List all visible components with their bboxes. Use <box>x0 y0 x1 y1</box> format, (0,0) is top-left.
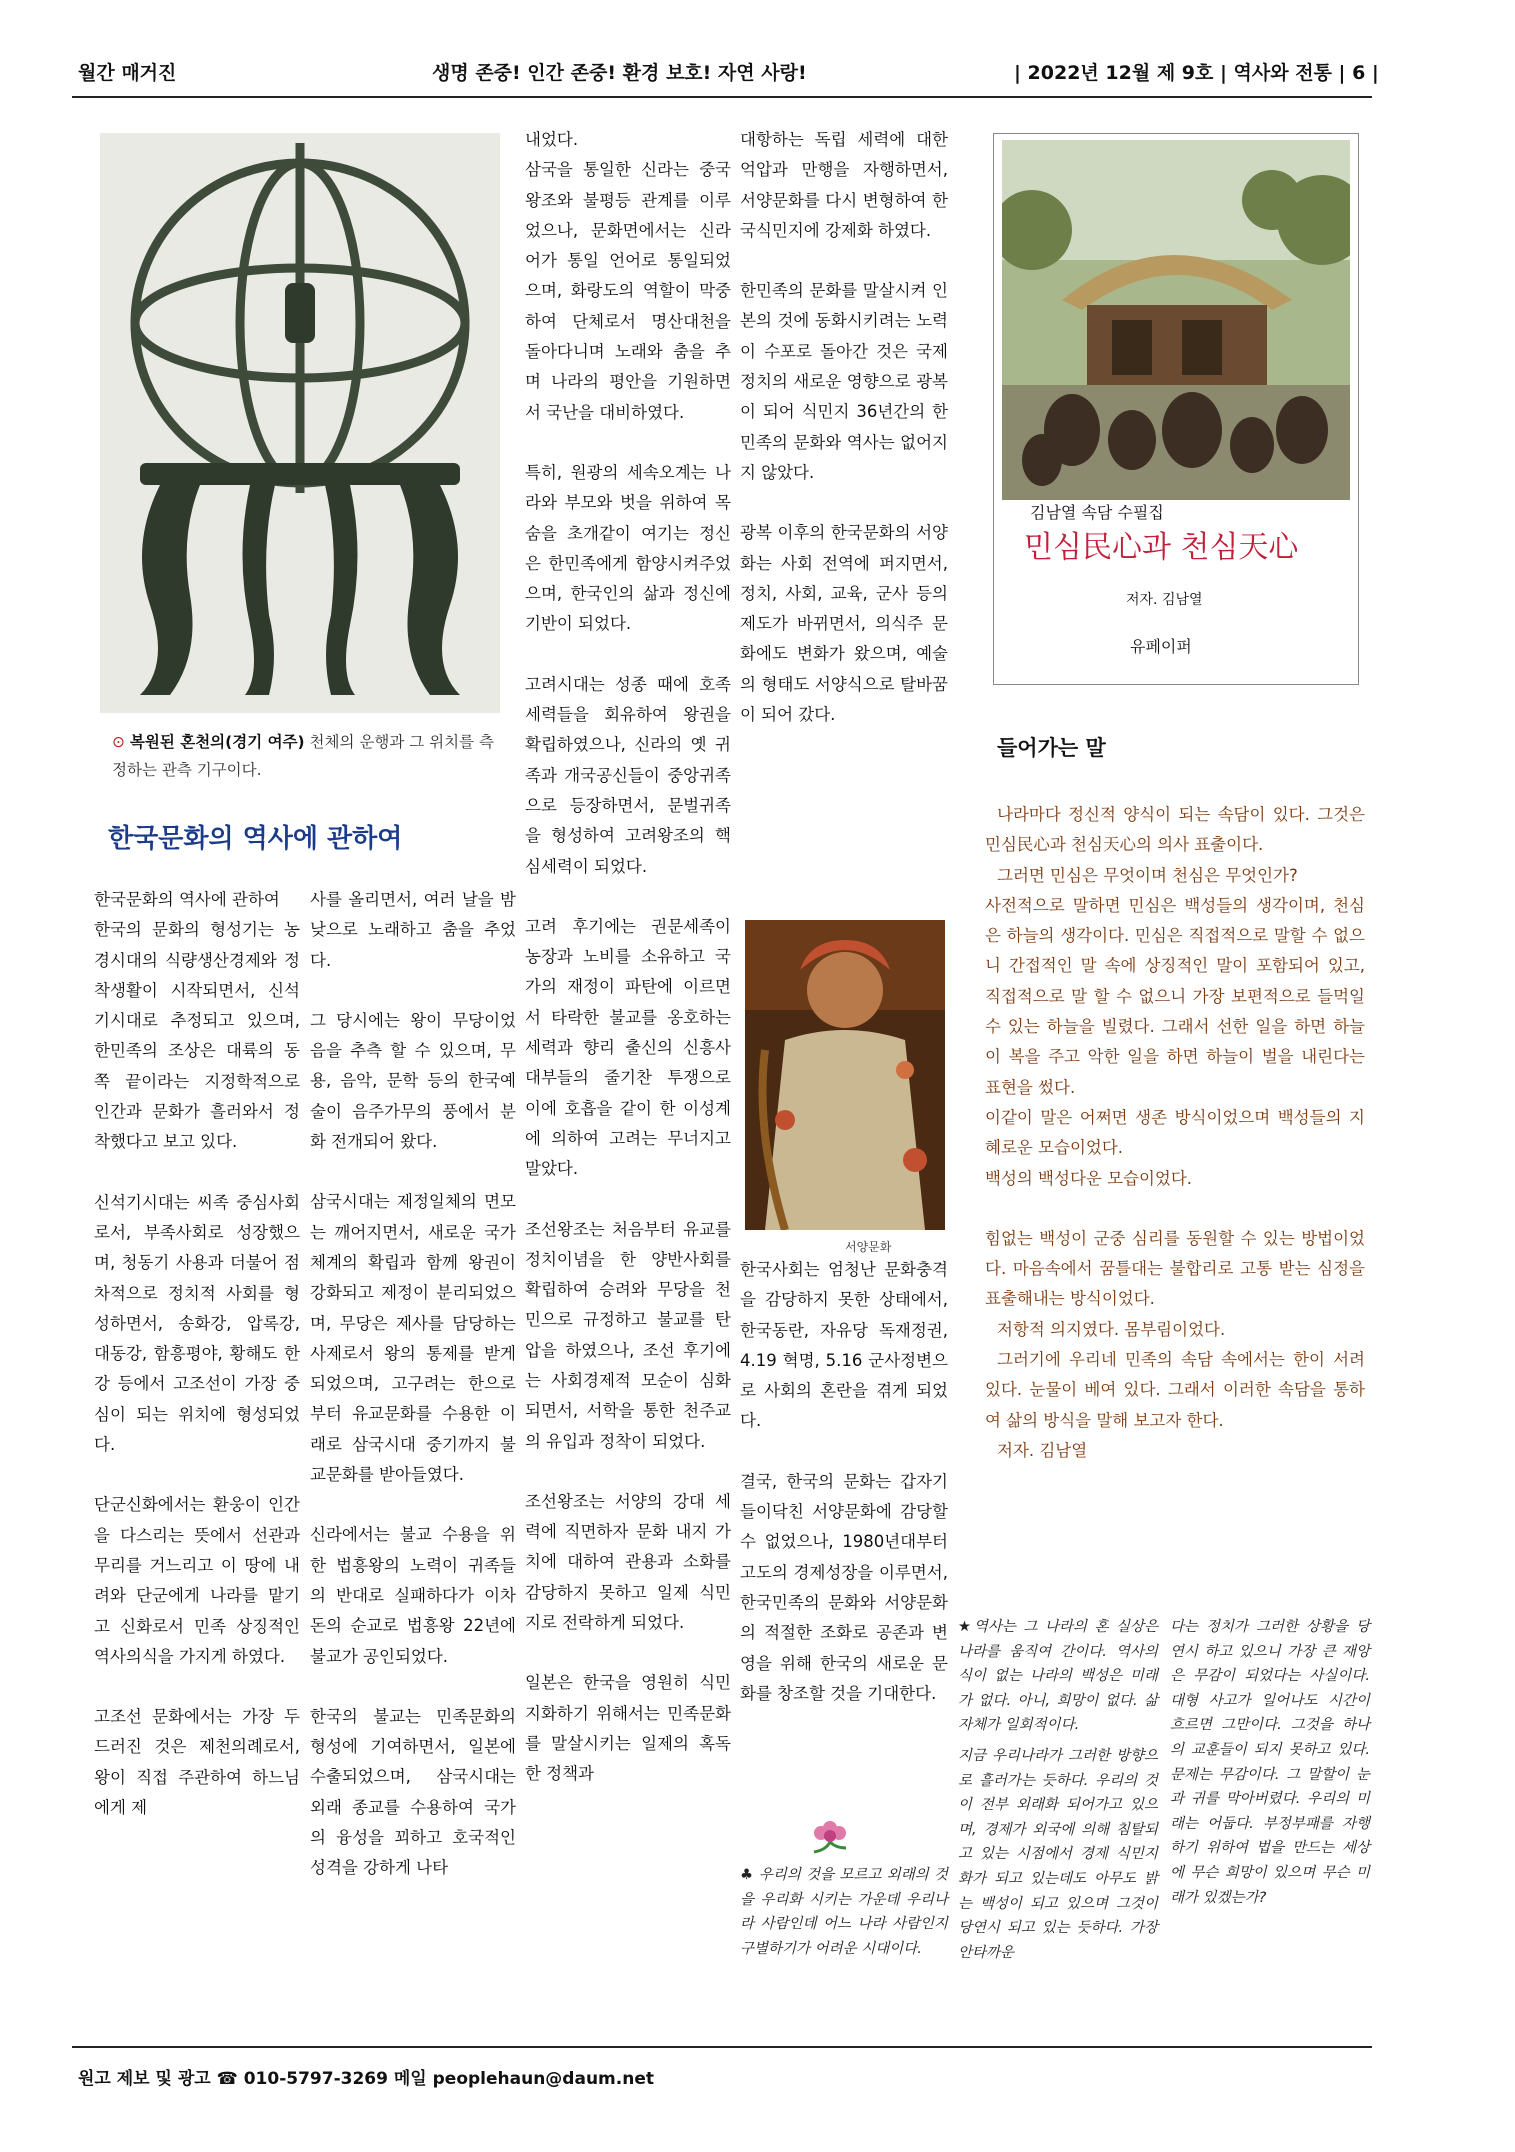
issue-info: | 2022년 12월 제 9호 | 역사와 전통 | 6 | <box>1014 62 1379 84</box>
article-paragraph: 고조선 문화에서는 가장 두드러진 것은 제천의례로서, 왕이 직접 주관하여 하느님에게 제 <box>94 1707 300 1818</box>
article-paragraph: 신라에서는 불교 수용을 위한 법흥왕의 노력이 귀족들의 반대로 실패하다가 이차돈의 순교로 법흥왕 22년에 불교가 공인되었다. <box>310 1525 516 1666</box>
article-paragraph: 한국문화의 역사에 관하여 <box>94 890 280 909</box>
article-paragraph: 한국사회는 엄청난 문화충격을 감당하지 못한 상태에서, 한국동란, 자유당 독재정권, 4.19 혁명, 5.16 군사정변으로 사회의 혼란을 겪게 되었다. <box>740 1260 948 1431</box>
history-note-right: 다는 정치가 그러한 상황을 당연시 하고 있으니 가장 큰 재앙은 무감이 되었다는 사실이다. 대형 사고가 일어나도 시간이 흐르면 그만이다. 그것을 하나의 교훈들이 되지 못하고 있다. 문제는 무감이다. 그 말할이 눈과 귀를 막아버렸다. 우리의 미래는 어둡다. 부정부패를 자행하기 위하여 법을 만드는 세상에 무슨 희망이 있으며 무슨 미래가 있겠는가? <box>1170 1619 1370 1906</box>
article-column-4-bottom <box>740 1255 948 1709</box>
intro-signature: 저자. 김남열 <box>997 1440 1088 1460</box>
article-paragraph: 단군신화에서는 환웅이 인간을 다스리는 뜻에서 선관과 무리를 거느리고 이 땅에 내려와 단군에게 나라를 맡기고 신화로서 민족 상징적인 역사의식을 가지게 하였다. <box>94 1495 300 1666</box>
intro-paragraph: 그러면 민심은 무엇이며 천심은 무엇인가? <box>997 865 1298 885</box>
article-column-1 <box>94 885 300 1823</box>
article-paragraph: 일본은 한국을 영원히 식민지화하기 위해서는 민족문화를 말살시키는 일제의 혹독한 정책과 <box>525 1673 731 1784</box>
intro-paragraph: 이같이 말은 어쩌면 생존 방식이었으며 백성들의 지혜로운 모습이었다. <box>985 1107 1365 1158</box>
article-paragraph: 한국의 불교는 민족문화의 형성에 기여하면서, 일본에 수출되었으며, 삼국시대는 외래 종교를 수용하여 국가의 융성을 꾀하고 호국적인 성격을 강하게 나타 <box>310 1706 516 1878</box>
intro-paragraph: 사전적으로 말하면 민심은 백성들의 생각이며, 천심은 하늘의 생각이다. 민심은 직접적으로 말할 수 없으니 간접적인 말 속에 상징적인 말이 포함되어 있고, 직접적으로 말 할 수 없으니 가장 보편적으로 들먹일 수 있는 하늘을 빌렸다. 그래서 선한 일을 하면 하늘이 복을 주고 악한 일을 하면 하늘이 벌을 내린다는 표현을 썼다. <box>985 895 1365 1097</box>
book-author: 저자. 김남열 <box>1126 592 1203 608</box>
armillary-caption <box>112 728 502 784</box>
header-slogan: 생명 존중! 인간 존중! 환경 보호! 자연 사랑! <box>432 62 807 84</box>
article-column-3 <box>525 125 731 1790</box>
article-paragraph: 신석기시대는 씨족 중심사회로서, 부족사회로 성장했으며, 청동기 사용과 더불어 점차적으로 정치적 사회를 형성하면서, 송화강, 압록강, 대동강, 함흥평야, 황해도 한강 등에서 고조선이 가장 중심이 되는 위치에 형성되었다. <box>94 1192 300 1455</box>
article-title: 한국문화의 역사에 관하여 <box>108 824 403 854</box>
article-paragraph: 고려 후기에는 권문세족이 농장과 노비를 소유하고 국가의 재정이 파탄에 이르면서 타락한 불교를 옹호하는 세력과 향리 출신의 신흥사대부들의 줄기찬 투쟁으로 이에 호흡을 같이 한 이성계에 의하여 고려는 무너지고 말았다. <box>525 916 731 1179</box>
article-paragraph: 한국의 문화의 형성기는 농경시대의 식량생산경제와 정착생활이 시작되면서, 신석기시대로 추정되고 있으며, 한민족의 조상은 대륙의 동쪽 끝이라는 지정학적으로 인간과 문화가 흘러와서 정착했다고 보고 있다. <box>94 920 300 1152</box>
western-painting-image <box>745 920 945 1230</box>
painting-caption: 서양문화 <box>845 1240 892 1254</box>
article-column-2 <box>310 885 516 1884</box>
article-paragraph: 대항하는 독립 세력에 대한 억압과 만행을 자행하면서, 서양문화를 다시 변형하여 한국식민지에 강제화 하였다. <box>740 130 948 240</box>
intro-title: 들어가는 말 <box>997 736 1106 760</box>
hanok-photo <box>1002 140 1350 500</box>
flower-icon <box>800 1812 860 1856</box>
article-paragraph: 한민족의 문화를 말살시켜 인본의 것에 동화시키려는 노력이 수포로 돌아간 것은 국제정치의 새로운 영향으로 광복이 되어 식민지 36년간의 한민족의 문화와 역사는 없어지지 않았다. <box>740 281 948 482</box>
article-paragraph: 결국, 한국의 문화는 갑자기 들이닥친 서양문화에 감당할 수 없었으나, 1980년대부터 고도의 경제성장을 이루면서, 한국민족의 문화와 서양문화의 적절한 조화로 공존과 변영을 위해 한국의 새로운 문화를 창조할 것을 기대한다. <box>740 1471 948 1703</box>
article-paragraph: 광복 이후의 한국문화의 서양화는 사회 전역에 퍼지면서, 정치, 사회, 교육, 군사 등의 제도가 바뀌면서, 의식주 문화에도 변화가 왔으며, 예술의 형태도 서양식으로 탈바꿈이 되어 갔다. <box>740 523 948 725</box>
intro-paragraph: 나라마다 정신적 양식이 되는 속담이 있다. 그것은 민심民心과 천심天心의 의사 표출이다. <box>985 805 1365 855</box>
intro-paragraph: 백성의 백성다운 모습이었다. <box>985 1168 1193 1188</box>
intro-paragraph: 힘없는 백성이 군중 심리를 동원할 수 있는 방법이었다. 마음속에서 꿈틀대는 불합리로 고통 받는 심정을 표출해내는 방식이었다. <box>985 1228 1365 1309</box>
article-paragraph: 그 당시에는 왕이 무당이었음을 추측 할 수 있으며, 무용, 음악, 문학 등의 한국예술이 음주가무의 풍에서 분화 전개되어 왔다. <box>310 1010 516 1152</box>
article-paragraph: 사를 올리면서, 여러 날을 밤낮으로 노래하고 춤을 추었다. <box>310 890 516 970</box>
article-paragraph: 내었다. <box>525 130 579 149</box>
intro-paragraph: 그러기에 우리네 민족의 속담 속에서는 한이 서려 있다. 눈물이 베여 있다. 그래서 이러한 속담을 통하여 삶의 방식을 말해 보고자 한다. <box>985 1350 1365 1430</box>
article-column-4-top <box>740 125 948 730</box>
armillary-caption-title: 복원된 혼천의(경기 여주) <box>129 733 305 751</box>
history-note-left-a: ★역사는 그 나라의 혼 실상은 나라를 움직여 간이다. 역사의식이 없는 나라의 백성은 미래가 없다. 아니, 희망이 없다. 삶 자체가 일회적이다. <box>958 1619 1158 1734</box>
article-paragraph: 조선왕조는 서양의 강대 세력에 직면하자 문화 내지 가치에 대하여 관용과 소화를 감당하지 못하고 일제 식민지로 전락하게 되었다. <box>525 1491 731 1633</box>
footer-rule <box>72 2046 1372 2048</box>
book-cover <box>993 133 1359 685</box>
armillary-sphere-image <box>100 133 500 713</box>
armillary-caption-body: 천체의 운행과 그 위치를 측정하는 관측 기구이다. <box>112 733 494 779</box>
intro-paragraph: 저항적 의지였다. 몸부림이었다. <box>997 1319 1226 1339</box>
article-paragraph: 삼국시대는 제정일체의 면모는 깨어지면서, 새로운 국가체계의 확립과 함께 왕권이 강화되고 제정이 분리되었으며, 무당은 제사를 담당하는 사제로서 왕의 통제를 받게 되었으며, 고구려는 한으로부터 유교문화를 수용한 이래로 삼국시대 중기까지 불교문화를 받아들였다. <box>310 1192 516 1485</box>
book-subtitle: 김남열 속담 수필집 <box>1030 503 1164 522</box>
intro-spacer <box>985 1194 1365 1224</box>
article-paragraph: 조선왕조는 처음부터 유교를 정치이념을 한 양반사회를 확립하여 승려와 무당을 천민으로 규정하고 불교를 탄압을 하였으나, 조선 후기에는 사회경제적 모순이 심화되면서, 서학을 통한 천주교의 유입과 정착이 되었다. <box>525 1219 731 1451</box>
article-paragraph: 삼국을 통일한 신라는 중국 왕조와 불평등 관계를 이루었으나, 문화면에서는 신라어가 통일 언어로 통일되었으며, 화랑도의 역할이 막중하여 단체로서 명산대천을 돌아다니며 노래와 춤을 추며 나라의 평안을 기원하면서 국난을 대비하였다. <box>525 160 731 422</box>
history-note-left <box>958 1615 1158 1965</box>
book-publisher: 유페이퍼 <box>1130 637 1192 656</box>
article-paragraph: 특히, 원광의 세속오계는 나라와 부모와 벗을 위하여 목숨을 초개같이 여기는 정신은 한민족에게 함양시켜주었으며, 한국인의 삶과 정신에 기반이 되었다. <box>525 462 731 634</box>
history-note-left-b: 지금 우리나라가 그러한 방향으로 흘러가는 듯하다. 우리의 것이 전부 외래화 되어가고 있으며, 경제가 외국에 의해 침탈되고 있는 시점에서 경제 식민지화가 되고 있는데도 아무도 밝는 백성이 되고 있으며 그것이 당연시 되고 있는 듯하다. 가장 안타까운 <box>958 1747 1158 1961</box>
book-title: 민심民心과 천심天心 <box>1024 530 1299 565</box>
magazine-name: 월간 매거진 <box>78 62 177 84</box>
article-paragraph: 고려시대는 성종 때에 호족세력들을 회유하여 왕권을 확립하였으나, 신라의 옛 귀족과 개국공신들이 중앙귀족으로 등장하면서, 문벌귀족을 형성하여 고려왕조의 핵심세력이 되었다. <box>525 674 731 876</box>
bullet-icon: ⊙ <box>112 733 130 751</box>
footer-contact: 원고 제보 및 광고 ☎ 010-5797-3269 메일 peoplehaun@daum.net <box>78 2069 654 2089</box>
header-rule <box>72 96 1372 98</box>
intro-body <box>985 800 1365 1466</box>
flower-note: ♣ 우리의 것을 모르고 외래의 것을 우리화 시키는 가운데 우리나라 사람인데 어느 나라 사람인지 구별하기가 어려운 시대이다. <box>740 1867 948 1957</box>
